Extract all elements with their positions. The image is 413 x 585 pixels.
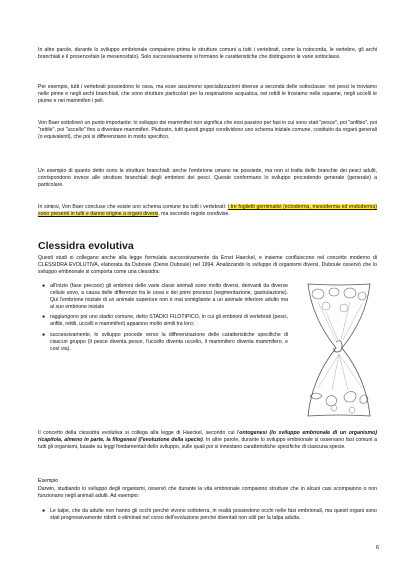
list-item-text: all'inizio (fase precoce) gli embrioni delle varie classi animali sono molto diversi, derivanti da diverse cellule uovo, a causa delle differenze tra le uova e dei primi processi (segmentazione, gastrulazione). Qui l'embrione iniziale di un animale superiore non è mai somigliante a un animale inferiore adulto ma al suo embrione iniziale [50,283,288,311]
paragraph-von-baer: Von Baer sottolineò un punto importante: lo sviluppo dei mammiferi non significa che essi passino per fasi in cui sono stati "pesce", poi "anfibio", poi "rettile", poi "uccello" fino a diventare mammiferi. Piuttosto, tutti questi gruppi condividono uno schema iniziale comune, costituito da organi generali (o equivalenti), che poi si differenziano in modo specifico. [38,120,377,141]
paragraph-gill-structures: Un esempio di quanto detto sono le strutture branchiali: anche l'embrione umano ne possiede, ma non si tratta delle branchie dei pesci adulti, corrispondono invece alle strutture branchiali degli embrioni dei pesci. Queste conformano lo sviluppo procedendo generale (generale) a particolare. [38,168,377,189]
svg-text:·: · [370,362,371,365]
list-item-text: successivamente, lo sviluppo procede verso la differenziazione delle caratteristiche specifiche di ciascun gruppo (il pesce diventa pesce, l'uccello diventa uccello, il mammifero diventa mammifero, e così via). [50,331,288,352]
paragraph-darwin: Darwin, studiando lo sviluppo degli organismi, osservò che durante la vita embrionale compaiono strutture che in alcuni casi scompaiono o non funzionano negli animali adulti. Ad esempio: [38,486,377,500]
synthesis-end: , ma secondo regole condivise. [158,211,230,218]
hourglass-stages-list [38,283,288,356]
paragraph-example-bones: Per esempio, tutti i vertebrati possiedono le ossa, ma esse assumono specializzazioni diverse a seconda delle sottoclasse: nei pesci le troviamo nelle pinne e negli archi branchiali, che sono strutture particolari per la respirazione acquatica, nei rettili le troviamo nelle squame, negli uccelli le piume e nei mammiferi i peli. [38,84,377,105]
list-item [38,283,288,311]
paragraph-synthesis [38,204,377,218]
paragraph-clessidra-intro: Questi studi si collegano anche alla legge formulata successivamente da Ernst Haeckel, e insieme confluiscono nel concetto moderno di CLESSIDRA EVOLUTIVA, elaborata da Duboule (Denis Duboule) nel 1994. Analizzando lo sviluppo di organismi diversi, Duboule osservò che lo sviluppo embrionale si comporta come una clessidra: [38,255,377,276]
haeckel-law: ontogenesi (lo sviluppo embrionale di un organismo) ricapitola, almeno in parte, la filogenesi (l'evoluzione della specie) [38,430,377,444]
list-item-text: Le talpe, che da adulte non hanno gli occhi perché vivono sottoterra, in realtà possiedono occhi nelle fasi embrionali, ma questi organi sono stati progressivamente ridotti o eliminati nel corso dell'evoluzione perché diventati non utili per la talpa adulta. [50,508,377,522]
paragraph-haeckel [38,430,377,451]
list-item [38,508,377,522]
paragraph-intro: In altre parole, durante lo sviluppo embrionale compaiono prima le strutture comuni a tutti i vertebrati, come la notocorda, le vertebre, gli archi branchiali e il prosencefalo (e mesencefalo). Solo successivamente si formano le caratteristiche che distinguono le varie sottoclassi. [38,47,377,61]
hourglass-diagram-icon [296,278,382,422]
bullet-icon: ● [42,508,46,514]
bullet-icon: ● [42,283,46,289]
list-item [38,332,288,353]
highlighted-germ-layers: i tre foglietti germinativi (ectoderma, mesoderma ed endoderma) sono presenti in tutti e danno origine a organi diversi [38,204,377,218]
bullet-icon: ● [42,314,46,321]
section-heading: Clessidra evolutiva [38,240,134,252]
synthesis-text: In sintesi, Von Baer concluse che esiste uno schema comune tra tutti i vertebrati: [38,204,228,210]
haeckel-end: . In altre parole, durante lo sviluppo embrionale si osservano fasi comuni a tutti gli organismi, basate su leggi fondamentali dello sviluppo, sulle quali poi si innestano caratteristiche specifiche di ciascuna specie. [38,437,377,451]
darwin-example-list [38,508,377,525]
bullet-icon: ● [42,331,46,338]
page-number: 6 [375,545,379,551]
list-item [38,314,288,328]
list-item-text: raggiungono poi uno stadio comune, detto STADIO FILOTIPICO, in cui gli embrioni di vertebrati (pesci, anfibi, rettili, uccelli e mammiferi) appaiono molto simili tra loro; [50,314,288,328]
haeckel-text: Il concetto della clessidra evolutiva si collega alla legge di Haeckel, secondo cui l' [38,430,240,436]
example-title: Esempio [38,478,59,484]
